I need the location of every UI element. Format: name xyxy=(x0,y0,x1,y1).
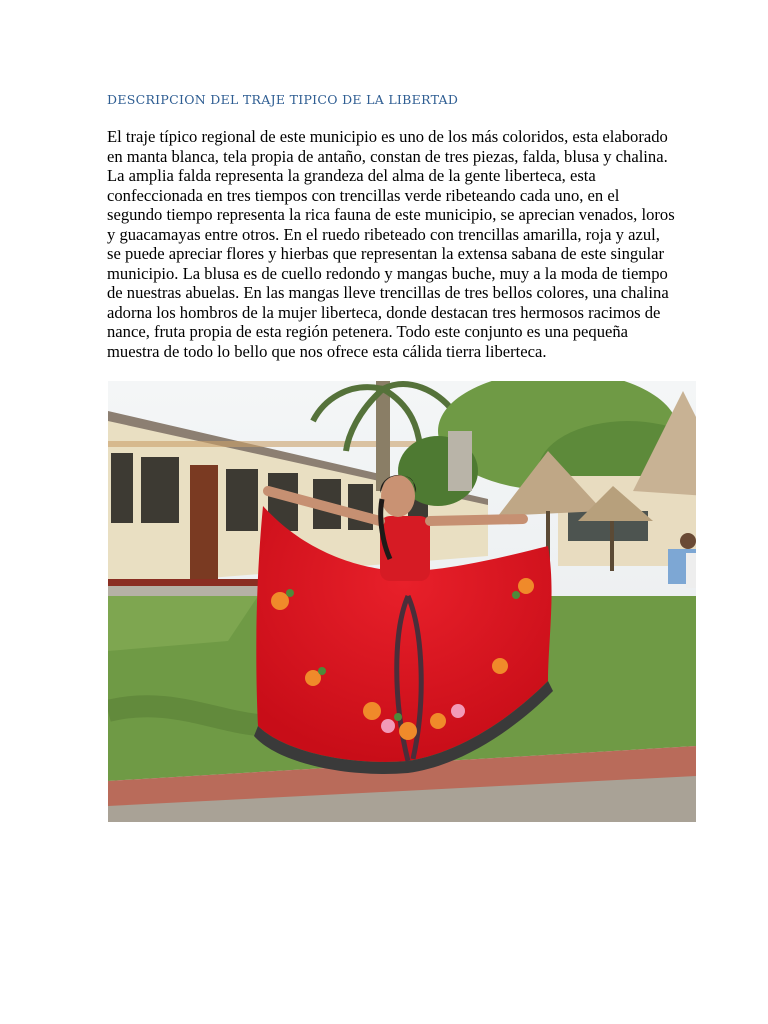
photo-traditional-dress xyxy=(108,381,696,822)
page-title: DESCRIPCION DEL TRAJE TIPICO DE LA LIBERTAD xyxy=(107,92,459,107)
photo-illustration xyxy=(108,381,696,822)
body-paragraph: El traje típico regional de este municipio es uno de los más coloridos, esta elaborado en manta blanca, tela propia de antaño, constan de tres piezas, falda, blusa y chalina. La amplia falda representa la grandeza del alma de la gente liberteca, esta confeccionada en tres tiempos con trencillas verde ribeteando cada uno, en el segundo tiempo representa la rica fauna de este municipio, se aprecian venados, loros y guacamayas entre otros. En el ruedo ribeteado con trencillas amarilla, roja y azul, se puede apreciar flores y hierbas que representan la extensa sabana de este singular municipio. La blusa es de cuello redondo y mangas buche, muy a la moda de tiempo de nuestras abuelas. En las mangas lleve trencillas de tres bellos colores, una chalina adorna los hombros de la mujer liberteca, donde destacan tres hermosos racimos de nance, fruta propia de esta región petenera. Todo este conjunto es una pequeña muestra de todo lo bello que nos ofrece esta cálida tierra liberteca. xyxy=(107,127,675,361)
